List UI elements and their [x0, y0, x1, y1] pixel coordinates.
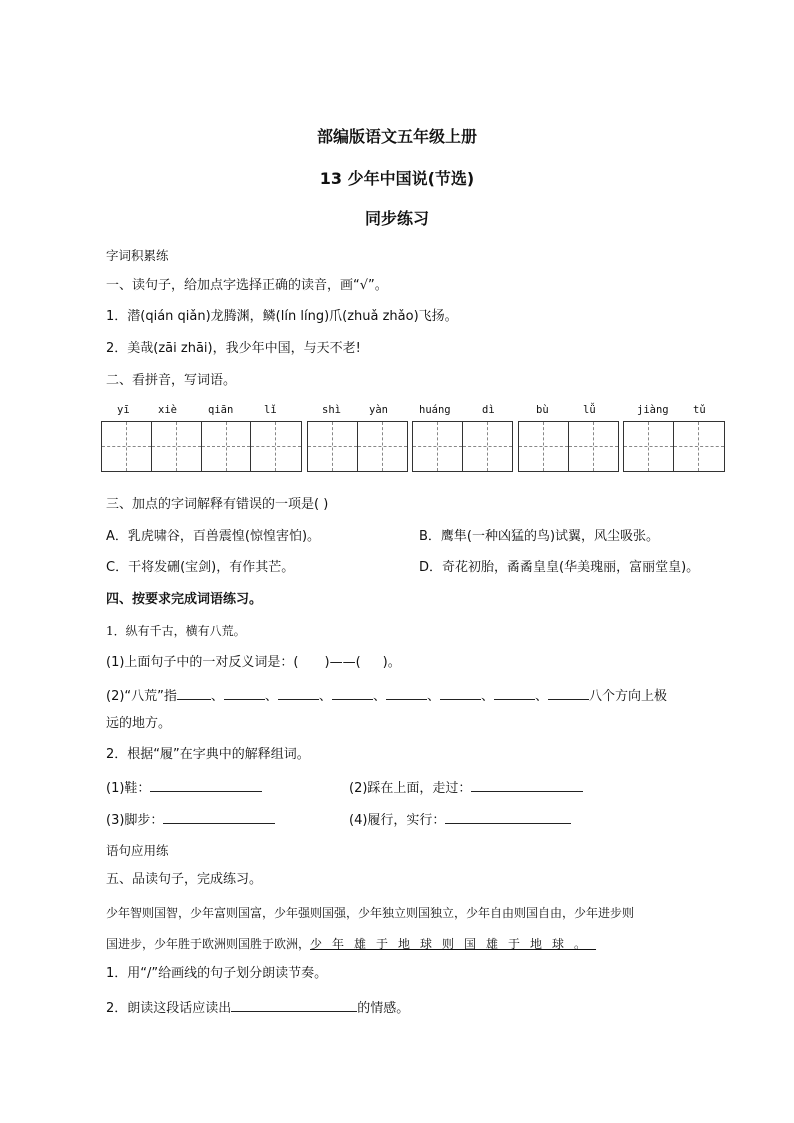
writing-grid-4[interactable] [518, 421, 619, 472]
q1-item2: 2．美哉(zāi zhāi)，我少年中国，与天不老! [106, 341, 361, 356]
pinyin-label: qiān [208, 404, 234, 416]
q4-item1-a-suffix: )。 [382, 655, 401, 670]
q5-passage-line2 [106, 935, 596, 952]
q4-sub4-label: (4)履行，实行： [349, 813, 446, 828]
pinyin-label: shì [322, 404, 341, 416]
pinyin-label: tǔ [693, 404, 706, 416]
q1-item1: 1．潜(qián qiǎn)龙腾渊，鳞(lín líng)爪(zhuǎ zhǎo)飞扬。 [106, 309, 458, 324]
q3-heading: 三、加点的字词解释有错误的一项是( ) [106, 497, 329, 512]
pinyin-label: xiè [158, 404, 177, 416]
writing-cell[interactable] [413, 422, 463, 471]
q3-option-d[interactable]: D．奇花初胎，矞矞皇皇(华美瑰丽，富丽堂皇)。 [419, 560, 700, 575]
comma: 、 [372, 689, 386, 704]
direction-blank-7[interactable] [494, 686, 535, 700]
writing-cell[interactable] [152, 422, 202, 471]
fulfill-word-blank[interactable] [445, 810, 571, 824]
q4-item1-b [106, 686, 667, 705]
writing-cell[interactable] [358, 422, 408, 471]
writing-cell[interactable] [569, 422, 619, 471]
pinyin-label: huáng [419, 404, 451, 416]
q4-item1-a-prefix: (1)上面句子中的一对反义词是：( [106, 655, 299, 670]
writing-grid-5[interactable] [623, 421, 725, 472]
pinyin-label: lǐ [264, 404, 277, 416]
comma: 、 [318, 689, 332, 704]
writing-grid-3[interactable] [412, 421, 513, 472]
q4-item2: 2．根据“履”在字典中的解释组词。 [106, 747, 310, 762]
pinyin-label: bù [536, 404, 549, 416]
q5-passage-line1: 少年智则国智，少年富则国富，少年强则国强，少年独立则国独立，少年自由则国自由，少年进步则 [106, 906, 635, 920]
writing-grid-1[interactable] [101, 421, 302, 472]
q3-option-a[interactable]: A．乳虎啸谷，百兽震惶(惊惶害怕)。 [106, 529, 321, 544]
q4-item1-b-suffix: 八个方向上极 [589, 689, 668, 704]
q1-heading: 一、读句子，给加点字选择正确的读音，画“√”。 [106, 278, 388, 293]
writing-cell[interactable] [251, 422, 301, 471]
writing-cell[interactable] [463, 422, 513, 471]
comma: 、 [426, 689, 440, 704]
pinyin-label: jiàng [637, 404, 669, 416]
underlined-sentence: 少年雄于地球则国雄于地球。 [310, 937, 597, 951]
comma: 、 [264, 689, 278, 704]
direction-blank-1[interactable] [177, 686, 211, 700]
worksheet-title: 部编版语文五年级上册 [316, 127, 477, 146]
shoe-word-blank[interactable] [150, 778, 262, 792]
q5-item2-prefix: 2．朗读这段话应读出 [106, 1001, 232, 1016]
section-vocab-label: 字词积累练 [106, 248, 169, 263]
q4-heading: 四、按要求完成词语练习。 [106, 592, 263, 607]
comma: 、 [480, 689, 494, 704]
section-sentence-label: 语句应用练 [106, 843, 169, 858]
comma: 、 [534, 689, 548, 704]
footstep-word-blank[interactable] [163, 810, 275, 824]
q5-item2-suffix: 的情感。 [357, 1001, 410, 1016]
q4-sub1-label: (1)鞋： [106, 781, 151, 796]
q3-option-b[interactable]: B．鹰隼(一种凶猛的鸟)试翼，风尘吸张。 [419, 529, 660, 544]
q4-sub3-label: (3)脚步： [106, 813, 164, 828]
pinyin-label: yàn [369, 404, 388, 416]
q4-item1-b-cont: 远的地方。 [106, 716, 172, 731]
direction-blank-4[interactable] [332, 686, 373, 700]
q5-item2 [106, 998, 409, 1017]
q4-item1-a-dash: )——( [324, 655, 361, 670]
q4-sub3 [106, 810, 275, 829]
writing-cell[interactable] [102, 422, 152, 471]
comma: 、 [210, 689, 224, 704]
pinyin-label: lǚ [583, 404, 596, 416]
q3-option-c[interactable]: C．干将发硎(宝剑)，有作其芒。 [106, 560, 295, 575]
q5-heading: 五、品读句子，完成练习。 [106, 872, 263, 887]
direction-blank-2[interactable] [224, 686, 265, 700]
writing-grid-2[interactable] [307, 421, 408, 472]
writing-cell[interactable] [674, 422, 724, 471]
writing-cell[interactable] [624, 422, 674, 471]
lesson-title [0, 166, 794, 189]
practice-title: 同步练习 [364, 209, 429, 228]
direction-blank-3[interactable] [278, 686, 319, 700]
q4-item1-a [106, 655, 401, 671]
emotion-blank[interactable] [231, 998, 357, 1012]
q5-passage-text: 国进步，少年胜于欧洲则国胜于欧洲， [106, 937, 311, 951]
direction-blank-6[interactable] [440, 686, 481, 700]
q4-item1: 1．纵有千古，横有八荒。 [106, 624, 246, 638]
writing-cell[interactable] [202, 422, 252, 471]
q4-sub2-label: (2)踩在上面，走过： [349, 781, 472, 796]
q5-item1: 1．用“/”给画线的句子划分朗读节奏。 [106, 966, 328, 981]
writing-cell[interactable] [308, 422, 358, 471]
q4-sub2 [349, 778, 583, 797]
q4-item1-b-prefix: (2)“八荒”指 [106, 689, 177, 704]
q2-heading: 二、看拼音，写词语。 [106, 373, 237, 388]
writing-cell[interactable] [519, 422, 569, 471]
step-word-blank[interactable] [471, 778, 583, 792]
pinyin-label: yī [117, 404, 130, 416]
q4-sub1 [106, 778, 262, 797]
direction-blank-5[interactable] [386, 686, 427, 700]
q4-sub4 [349, 810, 571, 829]
pinyin-label: dì [482, 404, 495, 416]
lesson-title-text: 13 少年中国说(节选) [319, 169, 475, 188]
direction-blank-8[interactable] [548, 686, 589, 700]
